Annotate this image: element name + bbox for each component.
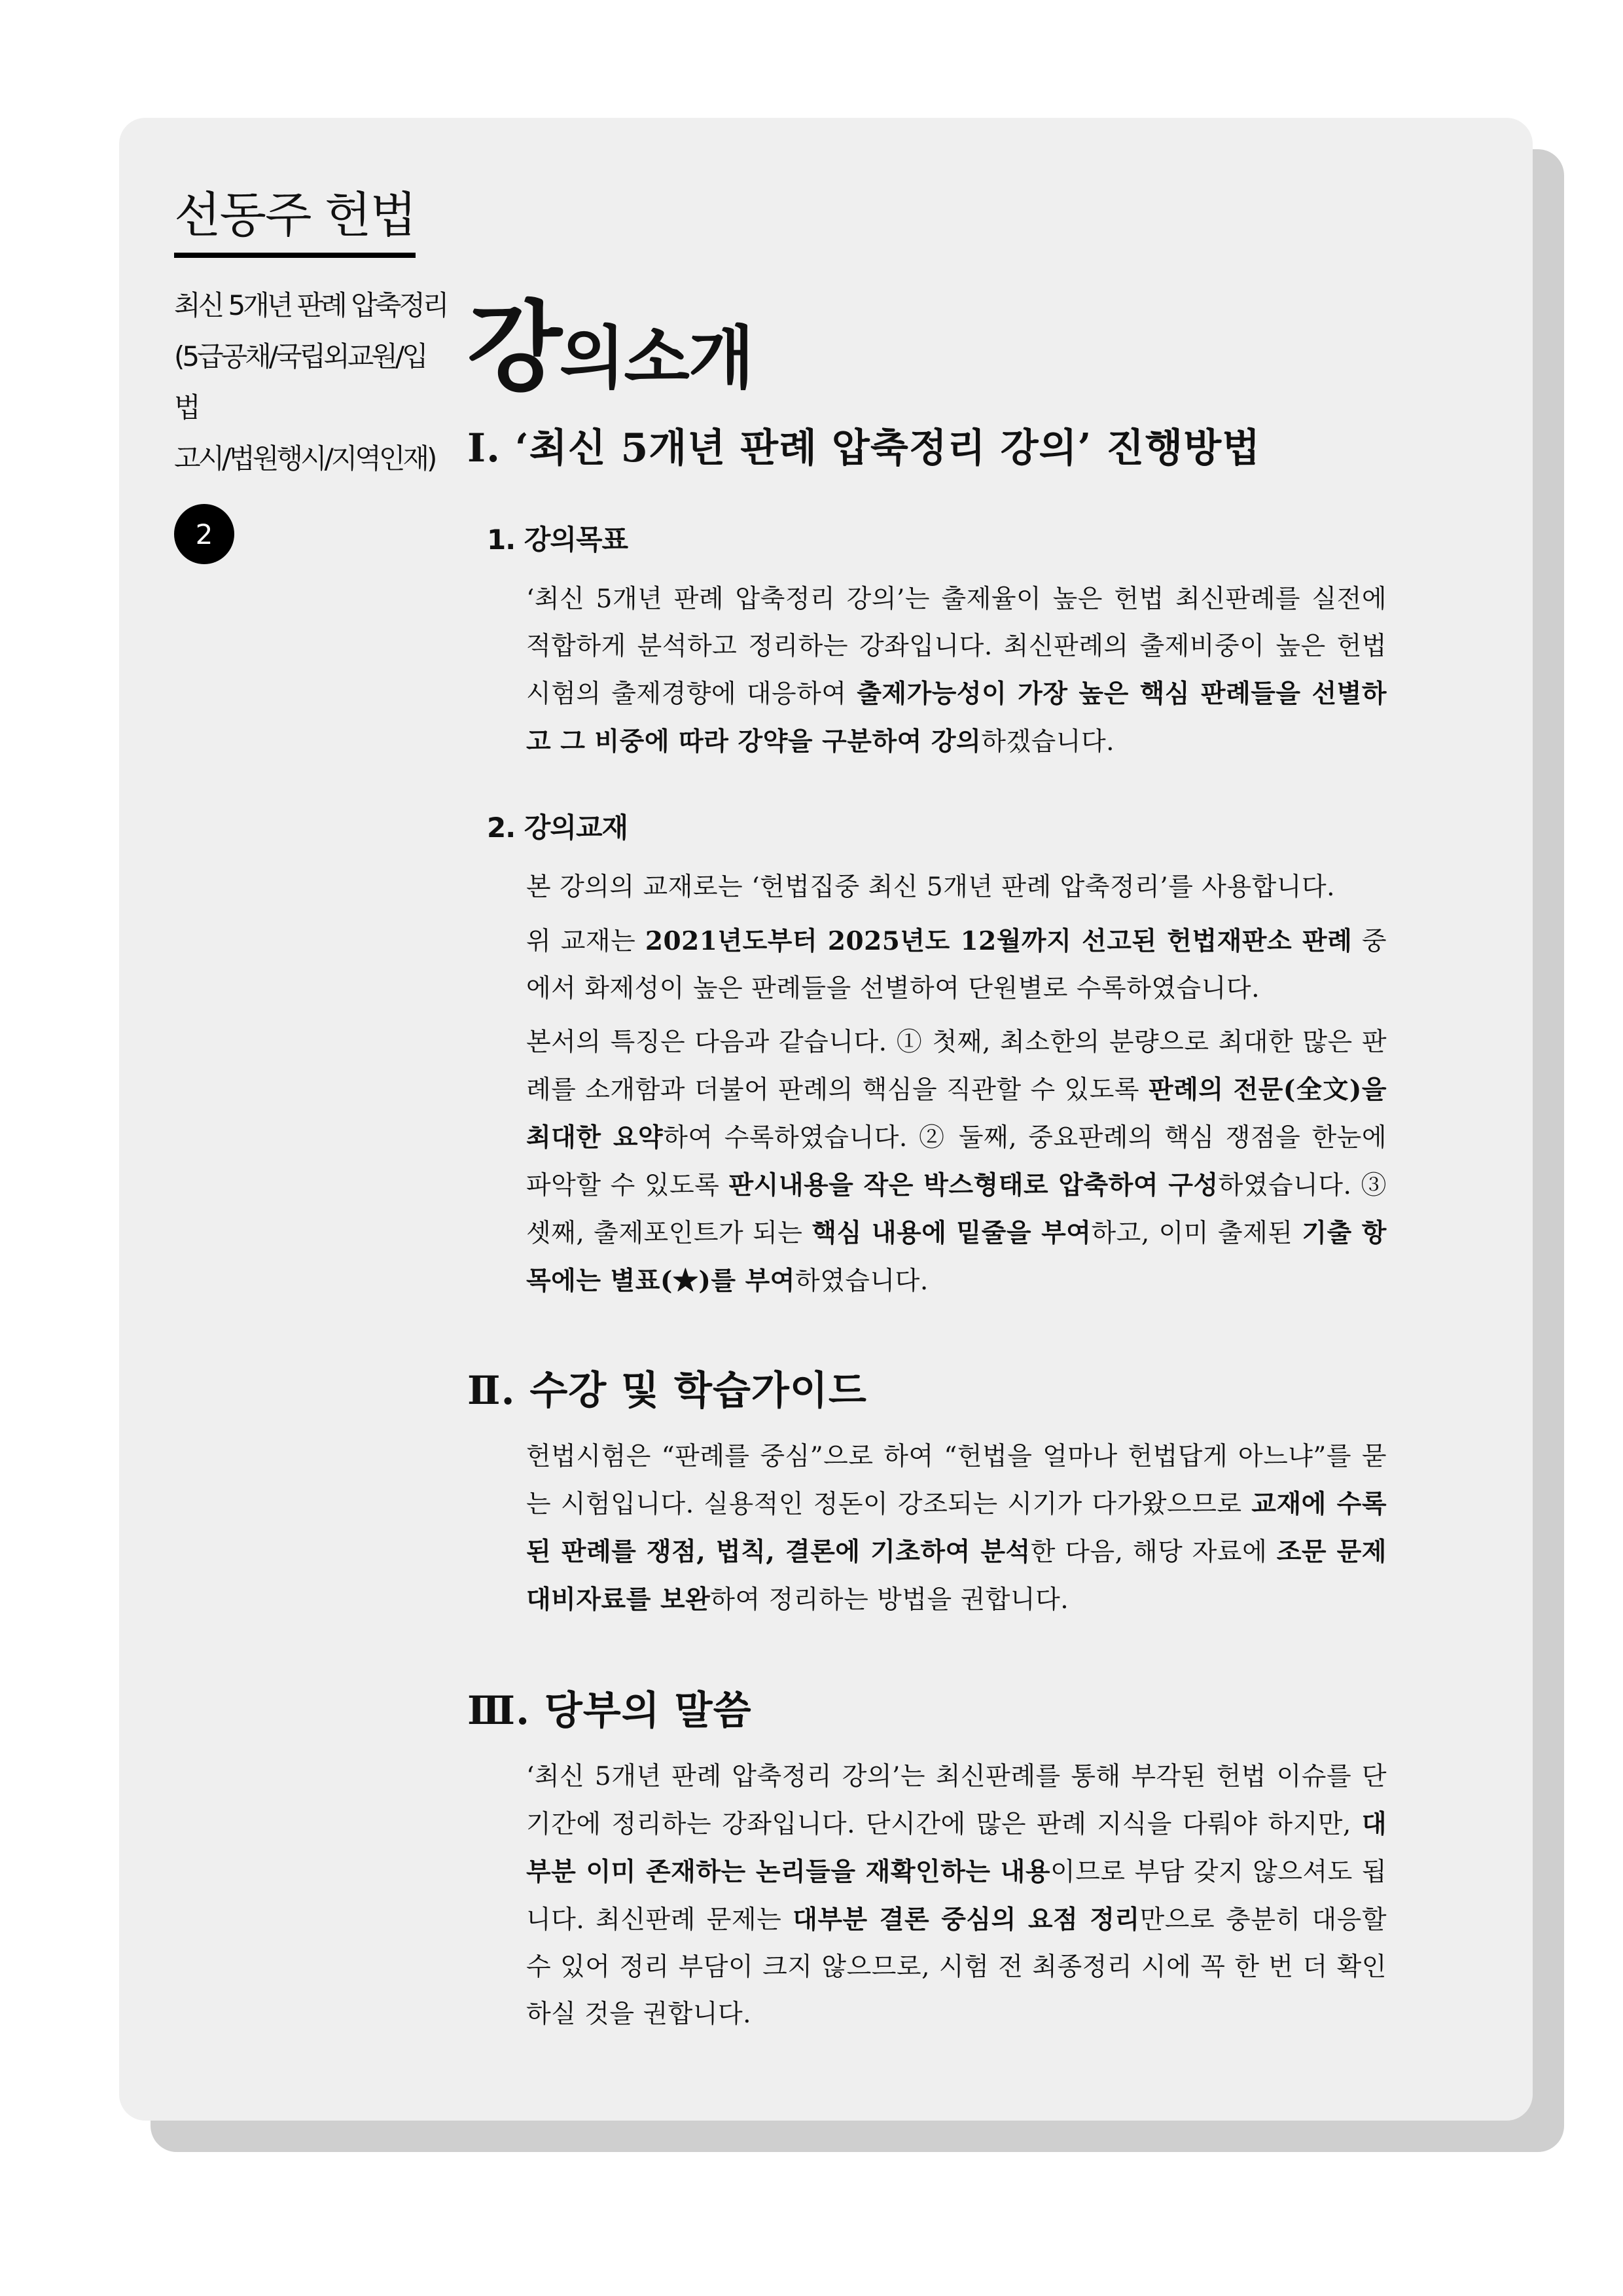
emphasis-text: 대부분 이미 존재하는 논리들을 재확인하는 내용 [526,1809,1387,1887]
paragraph [526,918,1387,1013]
paragraph [526,1753,1387,2038]
emphasis-text: 2021년도부터 2025년도 12월까지 선고된 헌법재판소 판례 [645,926,1353,956]
subsection-title: 1. 강의목표 [487,524,628,556]
paragraph [526,1019,1387,1305]
subtitle-line: (5급공채/국립외교원/입법 [174,340,426,423]
body-text: 만으로 충분히 대응할 수 있어 정리 부담이 크지 않으므로, 시험 전 최종정리 시에 꼭 한 번 더 확인하실 것을 권합니다. [526,1905,1387,2029]
section-title: Ⅲ. 당부의 말씀 [467,1688,752,1734]
emphasis-text: 대부분 결론 중심의 요점 정리 [793,1905,1140,1935]
paragraph [526,1433,1387,1624]
body-text: 하겠습니다. [981,727,1115,757]
emphasis-text: 판시내용을 작은 박스형태로 압축하여 구성 [728,1170,1219,1200]
emphasis-text: 기출 항목에는 별표(★)를 부여 [526,1218,1387,1296]
body-text: 한 다음, 해당 자료에 [1030,1537,1277,1567]
book-title: 선동주 헌법 [174,177,416,258]
body-text: 하여 수록하였습니다. ② 둘째, 중요판례의 핵심 쟁점을 한눈에 파악할 수 있도록 [526,1123,1387,1200]
section-title: Ⅱ. 수강 및 학습가이드 [467,1368,867,1414]
emphasis-text: 조문 문제 대비자료를 보완 [526,1537,1387,1615]
subtitle-line: 최신 5개년 판례 압축정리 [174,289,447,321]
paragraph [526,864,1387,911]
body-text: 이므로 부담 갖지 않으셔도 됩니다. 최신판례 문제는 [526,1857,1387,1935]
emphasis-text: 판례의 전문(全文)을 최대한 요약 [526,1075,1387,1153]
emphasis-text: 핵심 내용에 밑줄을 부여 [812,1218,1092,1248]
page-number-badge: 2 [174,504,234,564]
sidebar [174,177,449,564]
subtitle-line: 고시/법원행시/지역인재) [174,442,435,475]
page-title [467,268,753,410]
body-text: 본서의 특징은 다음과 같습니다. ① 첫째, 최소한의 분량으로 최대한 많은 판례를 소개함과 더불어 판례의 핵심을 직관할 수 있도록 [526,1028,1387,1105]
book-subtitle [174,280,449,484]
main-content [467,419,1390,2038]
subsection-title: 2. 강의교재 [487,812,628,844]
body-text: 하여 정리하는 방법을 권합니다. [710,1585,1069,1615]
page-title-rest: 의소개 [559,318,753,398]
body-text: 위 교재는 [526,927,645,956]
body-text: 중에서 화제성이 높은 판례들을 선별하여 단원별로 수록하였습니다. [526,927,1387,1003]
body-text: 하였습니다. ③ 셋째, 출제포인트가 되는 [526,1171,1387,1248]
body-text: 본 강의의 교재로는 ‘헌법집중 최신 5개년 판례 압축정리’를 사용합니다. [526,872,1336,902]
body-text: ‘최신 5개년 판례 압축정리 강의’는 최신판례를 통해 부각된 헌법 이슈를 단기간에 정리하는 강좌입니다. 단시간에 많은 판례 지식을 다뤄야 하지만, [526,1762,1387,1839]
emphasis-text: 교재에 수록된 판례를 쟁점, 법칙, 결론에 기초하여 분석 [526,1489,1387,1567]
section-title: Ⅰ. ‘최신 5개년 판례 압축정리 강의’ 진행방법 [467,425,1261,471]
body-text: 하였습니다. [794,1266,929,1296]
emphasis-text: 출제가능성이 가장 높은 핵심 판례들을 선별하고 그 비중에 따라 강약을 구분하여 강의 [526,679,1387,757]
page-title-initial: 강 [467,291,560,405]
body-text: 하고, 이미 출제된 [1091,1219,1302,1248]
body-text: 헌법시험은 “판례를 중심”으로 하여 “헌법을 얼마나 헌법답게 아느냐”를 묻는 시험입니다. 실용적인 정돈이 강조되는 시기가 다가왔으므로 [526,1442,1387,1519]
body-text: ‘최신 5개년 판례 압축정리 강의’는 출제율이 높은 헌법 최신판례를 실전에 적합하게 분석하고 정리하는 강좌입니다. 최신판례의 출제비중이 높은 헌법 시험의 출제경향에 대응하여 [526,584,1387,709]
paragraph [526,576,1387,766]
